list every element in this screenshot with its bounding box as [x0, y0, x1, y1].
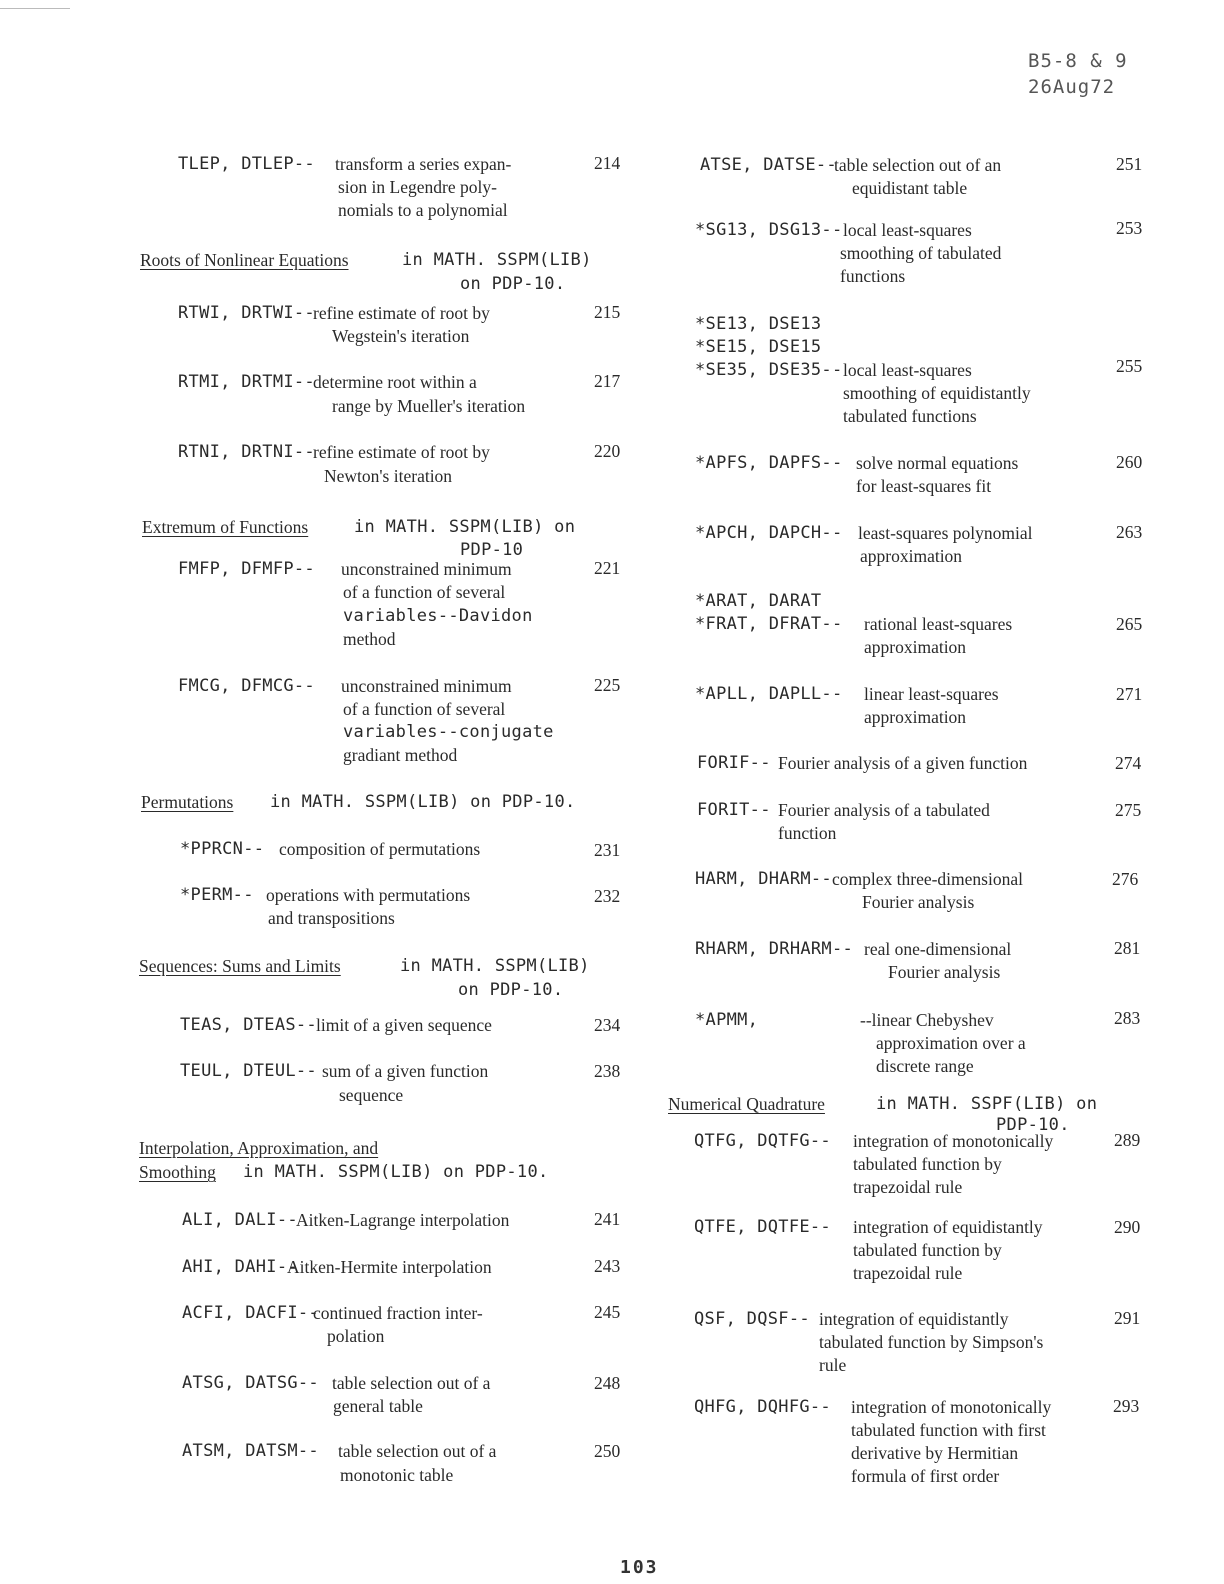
entry-page: 276: [1112, 869, 1139, 889]
entry-names: RTMI, DRTMI--: [178, 372, 315, 392]
entry-desc: Newton's iteration: [324, 466, 453, 486]
entry-page: 243: [594, 1256, 621, 1276]
entry-names: *PPRCN--: [180, 839, 265, 859]
entry-page: 289: [1114, 1130, 1141, 1150]
entry-desc: tabulated function by: [853, 1240, 1002, 1260]
entry-page: 215: [594, 302, 621, 322]
entry-desc: real one-dimensional: [864, 939, 1012, 959]
entry-names: QTFE, DQTFE--: [694, 1217, 831, 1237]
entry-desc: continued fraction inter-: [313, 1303, 483, 1323]
entry-desc: Aitken-Hermite interpolation: [287, 1257, 492, 1277]
entry-desc: integration of monotonically: [851, 1397, 1052, 1417]
entry-desc: general table: [333, 1396, 423, 1416]
entry-desc: for least-squares fit: [856, 476, 992, 496]
section-location: PDP-10: [460, 540, 524, 560]
entry-desc: approximation: [860, 546, 963, 566]
entry-desc: Fourier analysis: [888, 962, 1001, 982]
entry-desc: complex three-dimensional: [832, 869, 1023, 889]
section-title: Permutations: [141, 792, 234, 812]
entry-page: 260: [1116, 452, 1143, 472]
entry-desc: transform a series expan-: [335, 154, 512, 174]
section-location: on PDP-10.: [458, 980, 564, 1000]
entry-desc: equidistant table: [852, 178, 968, 198]
entry-names: FMCG, DFMCG--: [178, 676, 315, 696]
entry-names: ATSG, DATSG--: [182, 1373, 319, 1393]
entry-desc: linear least-squares: [864, 684, 999, 704]
entry-desc: determine root within a: [313, 372, 477, 392]
entry-page: 220: [594, 441, 621, 461]
section-location: on PDP-10.: [460, 274, 566, 294]
entry-names: HARM, DHARM--: [695, 869, 832, 889]
entry-names: *SG13, DSG13--: [695, 220, 843, 240]
entry-desc: smoothing of tabulated: [840, 243, 1002, 263]
section-location: in MATH. SSPM(LIB) on: [354, 517, 576, 537]
entry-desc: sequence: [339, 1085, 404, 1105]
entry-desc: and transpositions: [268, 908, 395, 928]
entry-desc: Fourier analysis: [862, 892, 975, 912]
entry-desc: operations with permutations: [266, 885, 471, 905]
section-location: in MATH. SSPM(LIB) on PDP-10.: [270, 792, 576, 812]
entry-desc: table selection out of a: [332, 1373, 491, 1393]
entry-desc: table selection out of a: [338, 1441, 497, 1461]
entry-page: 291: [1114, 1308, 1141, 1328]
entry-names: QHFG, DQHFG--: [694, 1397, 831, 1417]
entry-desc: local least-squares: [843, 220, 972, 240]
entry-page: 283: [1114, 1008, 1141, 1028]
page-number: 103: [620, 1557, 659, 1578]
entry-desc: formula of first order: [851, 1466, 1000, 1486]
entry-names: FORIT--: [697, 800, 771, 820]
entry-desc: nomials to a polynomial: [338, 200, 508, 220]
entry-desc: integration of equidistantly: [853, 1217, 1043, 1237]
entry-page: 263: [1116, 522, 1143, 542]
entry-desc: gradiant method: [343, 745, 458, 765]
entry-page: 231: [594, 840, 621, 860]
entry-names: *SE15, DSE15: [695, 337, 822, 357]
entry-desc: function: [778, 823, 837, 843]
document-date: 26Aug72: [1028, 76, 1116, 98]
entry-desc: rule: [819, 1355, 847, 1375]
entry-page: 245: [594, 1302, 621, 1322]
top-scan-line: [0, 8, 70, 9]
entry-desc: approximation: [864, 707, 967, 727]
entry-names: QSF, DQSF--: [694, 1309, 810, 1329]
entry-desc: trapezoidal rule: [853, 1177, 963, 1197]
entry-page: 234: [594, 1015, 621, 1035]
section-title: Roots of Nonlinear Equations: [140, 250, 349, 270]
entry-desc: tabulated function by Simpson's: [819, 1332, 1044, 1352]
entry-desc: integration of monotonically: [853, 1131, 1054, 1151]
entry-page: 241: [594, 1209, 621, 1229]
entry-names: TLEP, DTLEP--: [178, 154, 315, 174]
entry-names: ATSM, DATSM--: [182, 1441, 319, 1461]
entry-desc: range by Mueller's iteration: [332, 396, 526, 416]
entry-desc: trapezoidal rule: [853, 1263, 963, 1283]
entry-names: ACFI, DACFI--: [182, 1303, 319, 1323]
entry-page: 214: [594, 153, 621, 173]
entry-names: *SE35, DSE35--: [695, 360, 843, 380]
entry-desc: local least-squares: [843, 360, 972, 380]
entry-page: 253: [1116, 218, 1143, 238]
entry-page: 238: [594, 1061, 621, 1081]
entry-page: 290: [1114, 1217, 1141, 1237]
entry-page: 221: [594, 558, 621, 578]
entry-names: *PERM--: [180, 885, 254, 905]
section-location: PDP-10.: [996, 1115, 1070, 1135]
entry-names: RTNI, DRTNI--: [178, 442, 315, 462]
entry-page: 255: [1116, 356, 1143, 376]
entry-desc: tabulated functions: [843, 406, 977, 426]
entry-names: AHI, DAHI--: [182, 1257, 298, 1277]
entry-desc: tabulated function by: [853, 1154, 1002, 1174]
entry-names: *APLL, DAPLL--: [695, 684, 843, 704]
entry-desc: derivative by Hermitian: [851, 1443, 1019, 1463]
entry-page: 217: [594, 371, 621, 391]
entry-names: ALI, DALI--: [182, 1210, 298, 1230]
entry-names: RHARM, DRHARM--: [695, 939, 854, 959]
entry-desc: solve normal equations: [856, 453, 1019, 473]
entry-page: 275: [1115, 800, 1142, 820]
entry-desc: refine estimate of root by: [313, 442, 490, 462]
entry-names: TEUL, DTEUL--: [180, 1061, 317, 1081]
entry-page: 248: [594, 1373, 621, 1393]
entry-names: RTWI, DRTWI--: [178, 303, 315, 323]
entry-desc: rational least-squares: [864, 614, 1013, 634]
entry-desc: variables--Davidon: [343, 606, 533, 626]
entry-desc: Aitken-Lagrange interpolation: [296, 1210, 510, 1230]
entry-page: 232: [594, 886, 621, 906]
section-title: Smoothing: [139, 1162, 216, 1182]
entry-names: FMFP, DFMFP--: [178, 559, 315, 579]
entry-page: 271: [1116, 684, 1143, 704]
entry-desc: unconstrained minimum: [341, 676, 512, 696]
entry-names: *SE13, DSE13: [695, 314, 822, 334]
section-title: Numerical Quadrature: [668, 1094, 825, 1114]
section-location: in MATH. SSPM(LIB): [400, 956, 590, 976]
entry-desc: discrete range: [876, 1056, 974, 1076]
entry-desc: variables--conjugate: [343, 722, 554, 742]
section-title: Extremum of Functions: [142, 517, 309, 537]
entry-desc: Fourier analysis of a given function: [778, 753, 1028, 773]
section-location: in MATH. SSPM(LIB): [402, 250, 592, 270]
entry-page: 274: [1115, 753, 1142, 773]
entry-page: 293: [1113, 1396, 1140, 1416]
entry-names: *APCH, DAPCH--: [695, 523, 843, 543]
entry-page: 265: [1116, 614, 1143, 634]
entry-desc: tabulated function with first: [851, 1420, 1046, 1440]
entry-names: *ARAT, DARAT: [695, 591, 822, 611]
section-title: Sequences: Sums and Limits: [139, 956, 341, 976]
document-code: B5-8 & 9: [1028, 50, 1128, 72]
entry-names: ATSE, DATSE--: [700, 155, 837, 175]
entry-desc: limit of a given sequence: [316, 1015, 492, 1035]
entry-names: *FRAT, DFRAT--: [695, 614, 843, 634]
entry-names: *APFS, DAPFS--: [695, 453, 843, 473]
section-location: in MATH. SSPF(LIB) on: [876, 1094, 1098, 1114]
entry-desc: sum of a given function: [322, 1061, 489, 1081]
entry-desc: of a function of several: [343, 582, 506, 602]
entry-page: 250: [594, 1441, 621, 1461]
entry-desc: method: [343, 629, 396, 649]
entry-desc: --linear Chebyshev: [860, 1010, 994, 1030]
entry-names: FORIF--: [697, 753, 771, 773]
entry-desc: refine estimate of root by: [313, 303, 490, 323]
entry-desc: of a function of several: [343, 699, 506, 719]
entry-page: 281: [1114, 938, 1141, 958]
entry-desc: least-squares polynomial: [858, 523, 1033, 543]
entry-desc: integration of equidistantly: [819, 1309, 1009, 1329]
entry-desc: table selection out of an: [834, 155, 1002, 175]
entry-page: 225: [594, 675, 621, 695]
entry-desc: functions: [840, 266, 906, 286]
entry-desc: Wegstein's iteration: [332, 326, 470, 346]
section-title: Interpolation, Approximation, and: [139, 1138, 379, 1158]
entry-desc: polation: [327, 1326, 385, 1346]
entry-desc: unconstrained minimum: [341, 559, 512, 579]
entry-names: TEAS, DTEAS--: [180, 1015, 317, 1035]
entry-desc: monotonic table: [340, 1465, 454, 1485]
entry-desc: composition of permutations: [279, 839, 481, 859]
entry-names: QTFG, DQTFG--: [694, 1131, 831, 1151]
entry-desc: smoothing of equidistantly: [843, 383, 1031, 403]
entry-names: *APMM,: [695, 1010, 759, 1030]
entry-desc: Fourier analysis of a tabulated: [778, 800, 990, 820]
entry-desc: approximation: [864, 637, 967, 657]
entry-desc: sion in Legendre poly-: [338, 177, 497, 197]
section-location: in MATH. SSPM(LIB) on PDP-10.: [243, 1162, 549, 1182]
entry-desc: approximation over a: [876, 1033, 1026, 1053]
entry-page: 251: [1116, 154, 1143, 174]
